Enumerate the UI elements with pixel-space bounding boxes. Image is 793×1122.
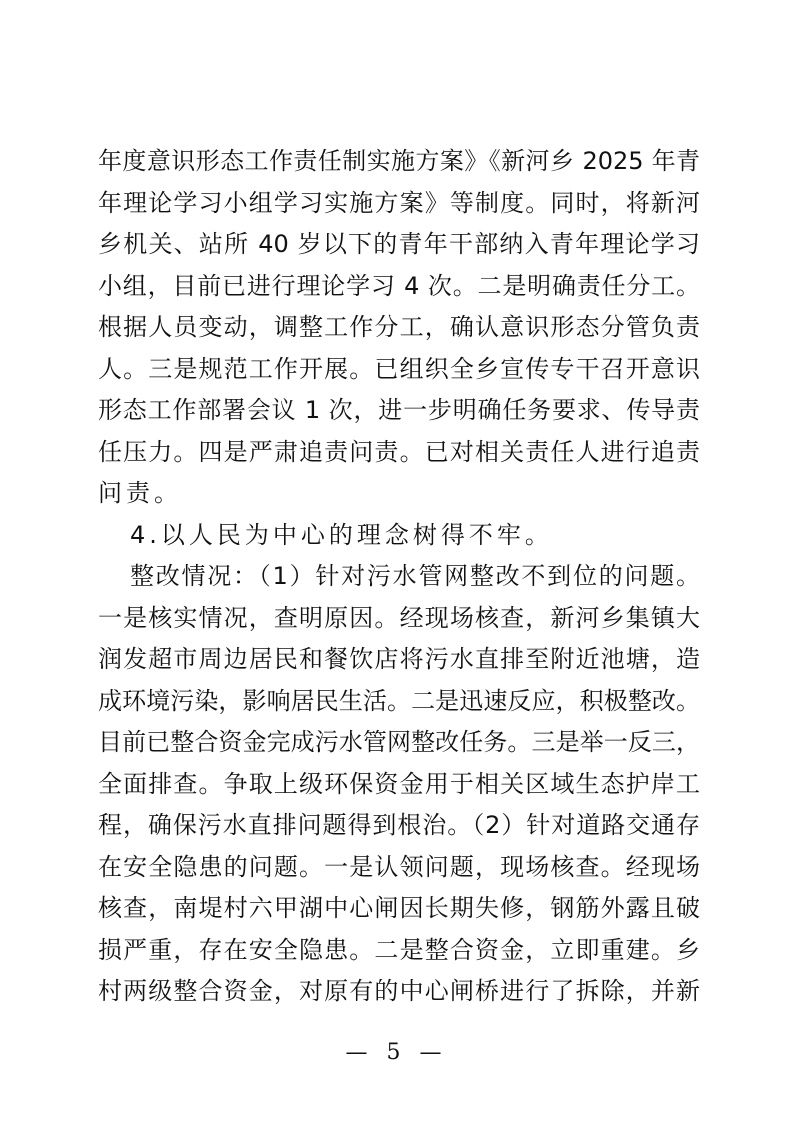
text-line: 成环境污染，影响居民生活。二是迅速反应，积极整改。 xyxy=(98,686,700,715)
text-line: 一是核实情况，查明原因。经现场核查，新河乡集镇大 xyxy=(98,603,700,632)
text-line: 乡机关、站所 40 岁以下的青年干部纳入青年理论学习 xyxy=(98,230,700,258)
text-line: 目前已整合资金完成污水管网整改任务。三是举一反三， xyxy=(98,728,700,756)
text-line: 村两级整合资金，对原有的中心闸桥进行了拆除，并新 xyxy=(98,977,700,1005)
page-number: — 5 — xyxy=(345,1040,448,1065)
text-line: 整改情况：（1）针对污水管网整改不到位的问题。 xyxy=(130,562,700,590)
text-line: 损严重，存在安全隐患。二是整合资金，立即重建。乡 xyxy=(98,935,700,964)
text-line: 问责。 xyxy=(98,479,182,507)
text-line: 任压力。四是严肃追责问责。已对相关责任人进行追责 xyxy=(98,437,700,466)
text-line: 形态工作部署会议 1 次，进一步明确任务要求、传导责 xyxy=(98,396,700,424)
document-body xyxy=(98,141,700,1013)
text-line: 小组，目前已进行理论学习 4 次。二是明确责任分工。 xyxy=(98,271,700,300)
text-line: 核查，南堤村六甲湖中心闸因长期失修，钢筋外露且破 xyxy=(98,894,700,922)
text-line: 全面排查。争取上级环保资金用于相关区域生态护岸工 xyxy=(98,769,700,798)
text-line: 润发超市周边居民和餐饮店将污水直排至附近池塘，造 xyxy=(98,645,700,673)
text-line: 在安全隐患的问题。一是认领问题，现场核查。经现场 xyxy=(98,852,700,881)
text-line: 年度意识形态工作责任制实施方案》《新河乡 2025 年青 xyxy=(98,147,700,175)
section-heading: 4.以人民为中心的理念树得不牢。 xyxy=(130,520,553,549)
text-line: 人。三是规范工作开展。已组织全乡宣传专干召开意识 xyxy=(98,354,700,383)
text-line: 根据人员变动，调整工作分工，确认意识形态分管负责 xyxy=(98,313,700,341)
text-line: 程，确保污水直排问题得到根治。（2）针对道路交通存 xyxy=(98,811,700,839)
text-line: 年理论学习小组学习实施方案》等制度。同时，将新河 xyxy=(98,188,700,217)
